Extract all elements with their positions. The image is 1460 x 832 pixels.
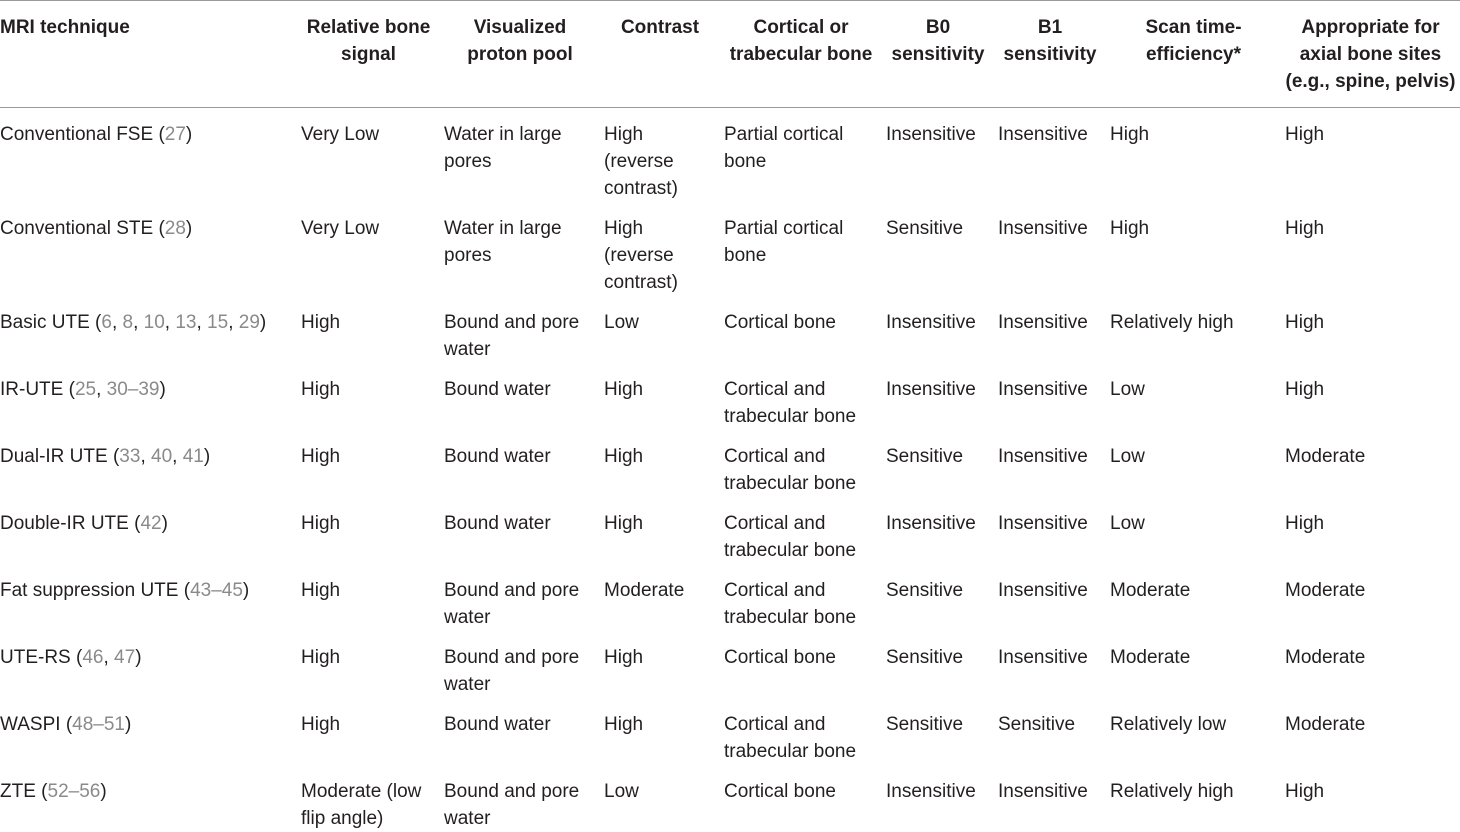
reference-link[interactable]: 27 bbox=[165, 124, 186, 145]
technique-name: Basic UTE bbox=[0, 312, 90, 333]
table-cell: Insensitive bbox=[994, 363, 1106, 430]
reference-punctuation: ( bbox=[184, 580, 190, 601]
table-header bbox=[0, 1, 1460, 108]
table-cell: High bbox=[600, 363, 720, 430]
table-cell: Water in large pores bbox=[440, 108, 600, 203]
reference-punctuation: ) bbox=[243, 580, 249, 601]
table-cell: Sensitive bbox=[882, 698, 994, 765]
column-header: Appropriate for axial bone sites (e.g., spine, pelvis) bbox=[1281, 1, 1460, 108]
technique-cell bbox=[0, 363, 297, 430]
reference-link[interactable]: 15 bbox=[207, 312, 228, 333]
table-cell: Relatively high bbox=[1106, 296, 1281, 363]
reference-punctuation: ( bbox=[41, 781, 47, 802]
table-cell: High (reverse contrast) bbox=[600, 202, 720, 296]
column-header: Scan time-efficiency* bbox=[1106, 1, 1281, 108]
technique-name: Dual-IR UTE bbox=[0, 446, 108, 467]
reference-punctuation: , bbox=[172, 446, 183, 467]
technique-cell bbox=[0, 296, 297, 363]
table-cell: Low bbox=[600, 765, 720, 832]
table-cell: High bbox=[297, 698, 440, 765]
technique-name: Fat suppression UTE bbox=[0, 580, 178, 601]
table-cell: Bound and pore water bbox=[440, 564, 600, 631]
table-cell: Insensitive bbox=[882, 497, 994, 564]
technique-cell bbox=[0, 564, 297, 631]
table-cell: High bbox=[1281, 497, 1460, 564]
table-cell: Bound water bbox=[440, 363, 600, 430]
table-cell: Very Low bbox=[297, 108, 440, 203]
reference-punctuation: ( bbox=[158, 124, 164, 145]
table-cell: Insensitive bbox=[882, 108, 994, 203]
technique-cell bbox=[0, 108, 297, 203]
table-cell: High bbox=[297, 497, 440, 564]
technique-name: Double-IR UTE bbox=[0, 513, 129, 534]
table-cell: Insensitive bbox=[994, 296, 1106, 363]
table-row bbox=[0, 564, 1460, 631]
table-row bbox=[0, 108, 1460, 203]
column-header: B0 sensitivity bbox=[882, 1, 994, 108]
reference-punctuation: ( bbox=[95, 312, 101, 333]
reference-link[interactable]: 48–51 bbox=[72, 714, 125, 735]
table-cell: Cortical and trabecular bone bbox=[720, 497, 882, 564]
table-cell: Moderate (low flip angle) bbox=[297, 765, 440, 832]
table-cell: Cortical bone bbox=[720, 296, 882, 363]
table-cell: Insensitive bbox=[882, 363, 994, 430]
technique-cell bbox=[0, 430, 297, 497]
table-cell: High bbox=[1281, 363, 1460, 430]
table-cell: Insensitive bbox=[994, 497, 1106, 564]
table-cell: Cortical and trabecular bone bbox=[720, 698, 882, 765]
reference-punctuation: ( bbox=[69, 379, 75, 400]
reference-punctuation: , bbox=[133, 312, 144, 333]
table-cell: Moderate bbox=[1106, 564, 1281, 631]
reference-link[interactable]: 28 bbox=[165, 218, 186, 239]
reference-link[interactable]: 29 bbox=[239, 312, 260, 333]
table-cell: Bound water bbox=[440, 698, 600, 765]
table-cell: Partial cortical bone bbox=[720, 202, 882, 296]
table-cell: Moderate bbox=[1281, 564, 1460, 631]
reference-punctuation: ) bbox=[159, 379, 165, 400]
column-header: MRI technique bbox=[0, 1, 297, 108]
table-row bbox=[0, 497, 1460, 564]
reference-link[interactable]: 33 bbox=[119, 446, 140, 467]
table-row bbox=[0, 430, 1460, 497]
table-cell: Cortical and trabecular bone bbox=[720, 564, 882, 631]
table-row bbox=[0, 698, 1460, 765]
reference-link[interactable]: 46 bbox=[82, 647, 103, 668]
table-cell: Insensitive bbox=[994, 631, 1106, 698]
table-cell: Partial cortical bone bbox=[720, 108, 882, 203]
reference-link[interactable]: 52–56 bbox=[48, 781, 101, 802]
technique-cell bbox=[0, 202, 297, 296]
reference-link[interactable]: 43–45 bbox=[190, 580, 243, 601]
column-header: Visualized proton pool bbox=[440, 1, 600, 108]
table-cell: Insensitive bbox=[994, 430, 1106, 497]
table-row bbox=[0, 296, 1460, 363]
table-cell: Low bbox=[1106, 363, 1281, 430]
technique-name: Conventional FSE bbox=[0, 124, 153, 145]
reference-punctuation: , bbox=[103, 647, 114, 668]
table-cell: High bbox=[1106, 108, 1281, 203]
reference-link[interactable]: 6 bbox=[101, 312, 112, 333]
reference-link[interactable]: 41 bbox=[183, 446, 204, 467]
technique-name: UTE-RS bbox=[0, 647, 71, 668]
reference-punctuation: ) bbox=[186, 218, 192, 239]
technique-name: WASPI bbox=[0, 714, 61, 735]
table-cell: High bbox=[297, 363, 440, 430]
table-cell: High bbox=[600, 430, 720, 497]
table-cell: Bound and pore water bbox=[440, 765, 600, 832]
table-cell: High bbox=[1281, 296, 1460, 363]
reference-punctuation: ( bbox=[158, 218, 164, 239]
column-header: B1 sensitivity bbox=[994, 1, 1106, 108]
reference-punctuation: ) bbox=[162, 513, 168, 534]
table-cell: Bound water bbox=[440, 497, 600, 564]
reference-punctuation: ( bbox=[134, 513, 140, 534]
table-cell: Cortical bone bbox=[720, 631, 882, 698]
column-header: Relative bone signal bbox=[297, 1, 440, 108]
table-cell: Water in large pores bbox=[440, 202, 600, 296]
reference-link[interactable]: 25 bbox=[75, 379, 96, 400]
table-cell: High bbox=[1281, 108, 1460, 203]
reference-link[interactable]: 8 bbox=[123, 312, 134, 333]
table-body bbox=[0, 108, 1460, 832]
table-cell: High bbox=[1281, 765, 1460, 832]
table-cell: Cortical bone bbox=[720, 765, 882, 832]
reference-punctuation: , bbox=[196, 312, 207, 333]
reference-punctuation: ) bbox=[204, 446, 210, 467]
table-cell: Low bbox=[600, 296, 720, 363]
table-cell: High bbox=[600, 631, 720, 698]
reference-link[interactable]: 47 bbox=[114, 647, 135, 668]
table-cell: High bbox=[1281, 202, 1460, 296]
reference-punctuation: ) bbox=[100, 781, 106, 802]
reference-punctuation: ) bbox=[125, 714, 131, 735]
table-cell: Sensitive bbox=[882, 564, 994, 631]
table-cell: Relatively low bbox=[1106, 698, 1281, 765]
table-cell: Insensitive bbox=[994, 108, 1106, 203]
table-cell: Insensitive bbox=[882, 296, 994, 363]
table-cell: Bound and pore water bbox=[440, 296, 600, 363]
table-cell: High (reverse contrast) bbox=[600, 108, 720, 203]
column-header: Cortical or trabecular bone bbox=[720, 1, 882, 108]
table-cell: High bbox=[297, 430, 440, 497]
table-cell: High bbox=[600, 497, 720, 564]
table-cell: Very Low bbox=[297, 202, 440, 296]
reference-punctuation: , bbox=[140, 446, 151, 467]
reference-link[interactable]: 10 bbox=[144, 312, 165, 333]
technique-name: IR-UTE bbox=[0, 379, 63, 400]
reference-link[interactable]: 40 bbox=[151, 446, 172, 467]
table-row bbox=[0, 363, 1460, 430]
table-cell: Insensitive bbox=[994, 564, 1106, 631]
reference-punctuation: ) bbox=[135, 647, 141, 668]
table-cell: Sensitive bbox=[882, 430, 994, 497]
column-header: Contrast bbox=[600, 1, 720, 108]
table-cell: Sensitive bbox=[882, 202, 994, 296]
table-cell: High bbox=[1106, 202, 1281, 296]
technique-name: Conventional STE bbox=[0, 218, 153, 239]
technique-cell bbox=[0, 765, 297, 832]
table-cell: Insensitive bbox=[994, 202, 1106, 296]
reference-punctuation: , bbox=[112, 312, 123, 333]
table-cell: Sensitive bbox=[882, 631, 994, 698]
table-cell: Moderate bbox=[1281, 698, 1460, 765]
table-cell: Cortical and trabecular bone bbox=[720, 363, 882, 430]
table-cell: Low bbox=[1106, 497, 1281, 564]
table-cell: Moderate bbox=[1281, 430, 1460, 497]
table-row bbox=[0, 765, 1460, 832]
reference-punctuation: , bbox=[96, 379, 107, 400]
table-cell: Moderate bbox=[1281, 631, 1460, 698]
reference-punctuation: , bbox=[228, 312, 239, 333]
reference-punctuation: , bbox=[165, 312, 176, 333]
reference-punctuation: ( bbox=[66, 714, 72, 735]
table-cell: Sensitive bbox=[994, 698, 1106, 765]
reference-punctuation: ( bbox=[76, 647, 82, 668]
reference-punctuation: ) bbox=[260, 312, 266, 333]
table-cell: Bound and pore water bbox=[440, 631, 600, 698]
header-row bbox=[0, 1, 1460, 108]
technique-cell bbox=[0, 497, 297, 564]
table-cell: Relatively high bbox=[1106, 765, 1281, 832]
table-cell: Bound water bbox=[440, 430, 600, 497]
table-cell: Moderate bbox=[600, 564, 720, 631]
table-cell: High bbox=[297, 564, 440, 631]
reference-link[interactable]: 13 bbox=[175, 312, 196, 333]
reference-punctuation: ) bbox=[186, 124, 192, 145]
technique-cell bbox=[0, 698, 297, 765]
table-cell: Cortical and trabecular bone bbox=[720, 430, 882, 497]
table-row bbox=[0, 202, 1460, 296]
table-cell: Moderate bbox=[1106, 631, 1281, 698]
table-cell: Low bbox=[1106, 430, 1281, 497]
reference-link[interactable]: 42 bbox=[140, 513, 161, 534]
reference-punctuation: ( bbox=[113, 446, 119, 467]
table-cell: High bbox=[297, 631, 440, 698]
reference-link[interactable]: 30–39 bbox=[107, 379, 160, 400]
table-cell: Insensitive bbox=[882, 765, 994, 832]
technique-name: ZTE bbox=[0, 781, 36, 802]
table-cell: High bbox=[600, 698, 720, 765]
table-cell: High bbox=[297, 296, 440, 363]
table-cell: Insensitive bbox=[994, 765, 1106, 832]
